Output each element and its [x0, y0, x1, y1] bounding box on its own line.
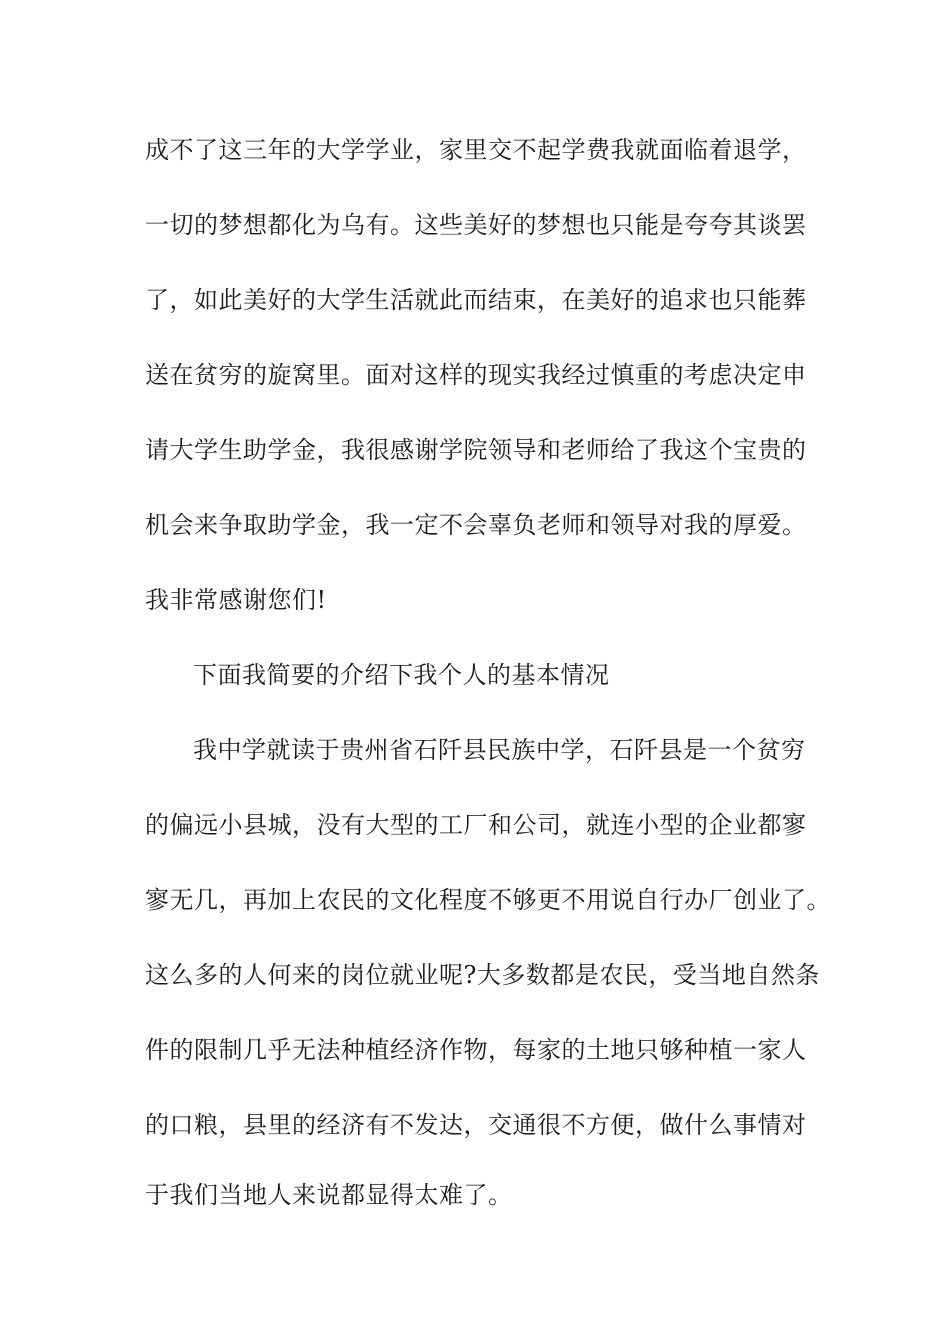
- section-heading: 下面我简要的介绍下我个人的基本情况: [193, 661, 610, 689]
- text-line: 送在贫穷的旋窝里。面对这样的现实我经过慎重的考虑决定申: [145, 361, 807, 389]
- text-line: 的偏远小县城，没有大型的工厂和公司，就连小型的企业都寥: [145, 811, 807, 839]
- text-line: 一切的梦想都化为乌有。这些美好的梦想也只能是夸夸其谈罢: [145, 211, 807, 239]
- text-line: 成不了这三年的大学学业，家里交不起学费我就面临着退学，: [145, 136, 807, 164]
- text-line: 件的限制几乎无法种植经济作物，每家的土地只够种植一家人: [145, 1036, 807, 1064]
- text-line: 了，如此美好的大学生活就此而结束，在美好的追求也只能葬: [145, 286, 807, 314]
- text-line: 我非常感谢您们!: [145, 586, 327, 614]
- text-line: 寥无几，再加上农民的文化程度不够更不用说自行办厂创业了。: [145, 886, 831, 914]
- text-line: 的口粮，县里的经济有不发达，交通很不方便，做什么事情对: [145, 1111, 807, 1139]
- text-line: 于我们当地人来说都显得太难了。: [145, 1181, 513, 1209]
- text-line: 这么多的人何来的岗位就业呢?大多数都是农民，受当地自然条: [145, 961, 820, 989]
- text-line: 请大学生助学金，我很感谢学院领导和老师给了我这个宝贵的: [145, 436, 807, 464]
- paragraph-first-line: 我中学就读于贵州省石阡县民族中学，石阡县是一个贫穷: [193, 736, 806, 764]
- text-line: 机会来争取助学金，我一定不会辜负老师和领导对我的厚爱。: [145, 511, 807, 539]
